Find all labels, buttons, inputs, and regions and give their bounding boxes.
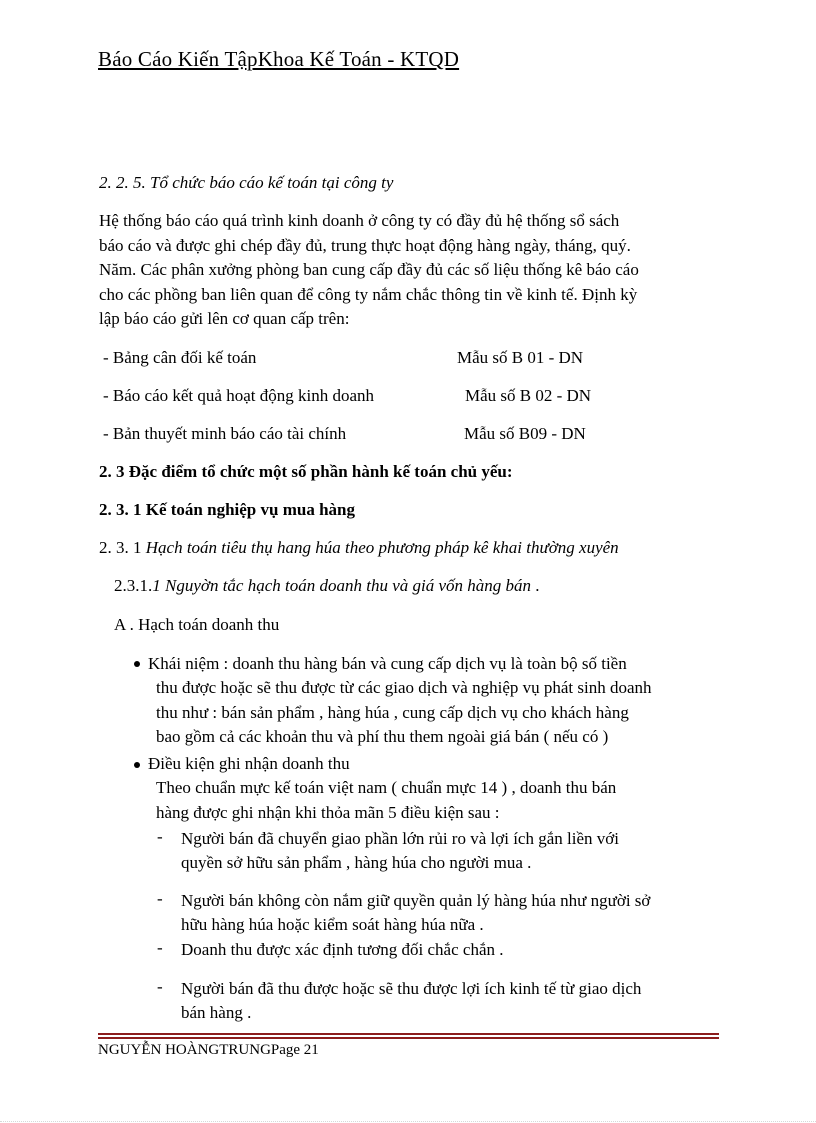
heading-2-3-1-1 <box>114 576 540 596</box>
condition-line: Người bán không còn nắm giữ quyền quản lý hàng húa như người sở <box>181 891 651 910</box>
bullet-line: Khái niệm : doanh thu hàng bán và cung cấp dịch vụ là toàn bộ số tiền <box>148 654 627 673</box>
condition-line: Người bán đã chuyển giao phần lớn rủi ro và lợi ích gắn liền với <box>181 829 619 848</box>
page-footer: NGUYỄN HOÀNGTRUNGPage 21 <box>98 1042 319 1058</box>
report-row <box>103 386 592 406</box>
bullet-line: hàng được ghi nhận khi thỏa mãn 5 điều kiện sau : <box>156 802 500 822</box>
paragraph-line: báo cáo và được ghi chép đầy đủ, trung thực hoạt động hàng ngày, tháng, quý. <box>99 235 631 255</box>
heading-suffix: . <box>531 576 540 595</box>
heading-prefix: 2.3.1. <box>114 576 153 595</box>
condition-item <box>181 977 641 1026</box>
heading-2-3-1-sales <box>99 538 619 558</box>
report-code: Mẫu số B 02 - DN <box>465 386 592 405</box>
section-heading: 2. 2. 5. Tổ chức báo cáo kế toán tại công ty <box>99 173 394 192</box>
bullet-line: thu như : bán sản phẩm , hàng húa , cung cấp dịch vụ cho khách hàng <box>156 702 629 722</box>
report-name: - Báo cáo kết quả hoạt động kinh doanh <box>103 386 374 405</box>
bullet-line: Theo chuẩn mực kế toán việt nam ( chuẩn mực 14 ) , doanh thu bán <box>156 778 617 798</box>
condition-item <box>181 889 650 938</box>
heading-italic: Hạch toán tiêu thụ hang húa theo phương pháp kê khai thường xuyên <box>145 538 619 557</box>
condition-line: quyền sở hữu sản phẩm , hàng húa cho người mua . <box>181 853 532 873</box>
bullet-icon <box>134 762 140 768</box>
bullet-line: Điều kiện ghi nhận doanh thu <box>148 754 350 773</box>
page-edge <box>0 1121 816 1122</box>
condition-line: Doanh thu được xác định tương đối chắc chắn . <box>181 940 504 959</box>
report-row <box>103 348 584 368</box>
heading-italic: 1 Nguyờn tắc hạch toán doanh thu và giá vốn hàng bán <box>152 576 532 595</box>
paragraph-line: cho các phồng ban liên quan để công ty nắm chắc thông tin về kinh tế. Định kỳ <box>99 284 638 304</box>
condition-line: Người bán đã thu được hoặc sẽ thu được lợi ích kinh tế từ giao dịch <box>181 979 642 998</box>
condition-item <box>181 938 504 962</box>
condition-item <box>181 827 619 876</box>
dash-marker: - <box>157 827 163 846</box>
paragraph-line: Năm. Các phân xưởng phòng ban cung cấp đầy đủ các số liệu thống kê báo cáo <box>99 260 639 280</box>
dash-marker: - <box>157 889 163 908</box>
bullet-conditions <box>148 752 616 825</box>
report-name: - Bảng cân đối kế toán <box>103 348 257 367</box>
heading-2-3: 2. 3 Đặc điểm tổ chức một số phần hành kế toán chủ yếu: <box>99 462 513 481</box>
bullet-concept <box>148 652 652 749</box>
condition-line: bán hàng . <box>181 1003 252 1023</box>
bullet-icon <box>134 661 140 667</box>
condition-line: hữu hàng húa hoặc kiểm soát hàng húa nữa . <box>181 915 484 935</box>
report-code: Mẫu số B 01 - DN <box>457 348 584 367</box>
bullet-line: thu được hoặc sẽ thu được từ các giao dịch và nghiệp vụ phát sinh doanh <box>156 678 652 698</box>
bullet-line: bao gồm cả các khoản thu và phí thu them ngoài giá bán ( nếu có ) <box>156 726 609 746</box>
heading-a: A . Hạch toán doanh thu <box>114 615 280 634</box>
heading-prefix: 2. 3. 1 <box>99 538 146 557</box>
report-code: Mẫu số B09 - DN <box>464 424 586 443</box>
footer-rule <box>98 1033 719 1039</box>
report-name: - Bản thuyết minh báo cáo tài chính <box>103 424 347 443</box>
report-row <box>103 424 586 444</box>
paragraph-line: lập báo cáo gửi lên cơ quan cấp trên: <box>99 309 350 329</box>
heading-2-3-1: 2. 3. 1 Kế toán nghiệp vụ mua hàng <box>99 500 355 519</box>
dash-marker: - <box>157 938 163 957</box>
dash-marker: - <box>157 977 163 996</box>
intro-paragraph <box>99 209 718 332</box>
paragraph-line: Hệ thống báo cáo quá trình kinh doanh ở công ty có đầy đủ hệ thống sổ sách <box>99 211 620 230</box>
document-header: Báo Cáo Kiến TậpKhoa Kế Toán - KTQD <box>98 47 460 71</box>
